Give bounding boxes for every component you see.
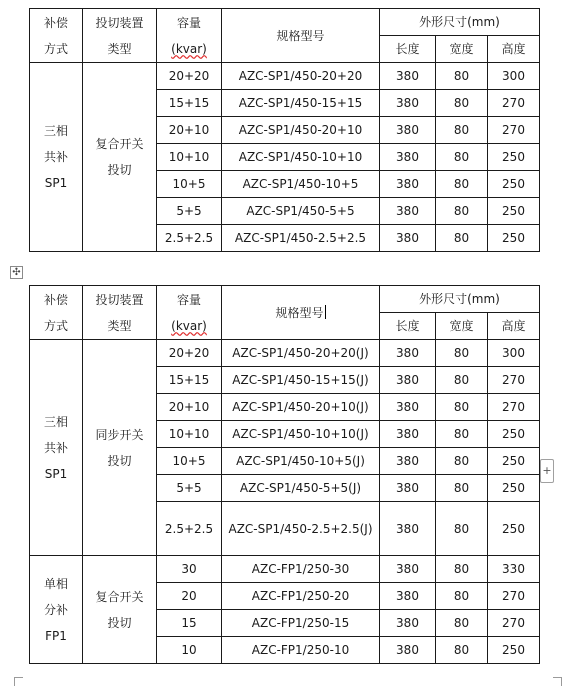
switch-type-line: 投切 bbox=[107, 615, 132, 630]
capacity-cell: 10+5 bbox=[157, 448, 222, 475]
length-cell: 380 bbox=[380, 90, 436, 117]
model-cell: AZC-SP1/450-15+15 bbox=[222, 90, 380, 117]
height-cell: 250 bbox=[488, 502, 540, 556]
model-cell: AZC-SP1/450-2.5+2.5 bbox=[222, 225, 380, 252]
header-model[interactable]: 规格型号 bbox=[222, 286, 380, 340]
height-cell: 250 bbox=[488, 637, 540, 664]
method-line: 共补 bbox=[43, 150, 68, 164]
height-cell: 270 bbox=[488, 610, 540, 637]
method-line: 分补 bbox=[43, 602, 68, 617]
width-cell: 80 bbox=[436, 144, 488, 171]
height-cell: 250 bbox=[488, 448, 540, 475]
length-cell: 380 bbox=[380, 225, 436, 252]
height-cell: 250 bbox=[488, 475, 540, 502]
capacity-cell: 10+5 bbox=[157, 171, 222, 198]
model-cell: AZC-SP1/450-20+10(J) bbox=[222, 394, 380, 421]
capacity-cell: 2.5+2.5 bbox=[157, 502, 222, 556]
table-row bbox=[30, 556, 540, 583]
model-cell: AZC-FP1/250-15 bbox=[222, 610, 380, 637]
height-cell: 250 bbox=[488, 171, 540, 198]
switch-type-line: 复合开关 bbox=[95, 589, 144, 604]
switch-type-line: 同步开关 bbox=[95, 427, 144, 442]
model-cell: AZC-SP1/450-15+15(J) bbox=[222, 367, 380, 394]
method-line: SP1 bbox=[44, 176, 68, 190]
height-cell: 300 bbox=[488, 340, 540, 367]
model-cell: AZC-SP1/450-20+10 bbox=[222, 117, 380, 144]
length-cell: 380 bbox=[380, 448, 436, 475]
header-method: 补偿 方式 bbox=[30, 286, 83, 340]
width-cell: 80 bbox=[436, 610, 488, 637]
capacity-cell: 15+15 bbox=[157, 367, 222, 394]
width-cell: 80 bbox=[436, 448, 488, 475]
width-cell: 80 bbox=[436, 421, 488, 448]
length-cell: 380 bbox=[380, 583, 436, 610]
capacity-cell: 2.5+2.5 bbox=[157, 225, 222, 252]
width-cell: 80 bbox=[436, 171, 488, 198]
height-cell: 270 bbox=[488, 583, 540, 610]
height-cell: 250 bbox=[488, 421, 540, 448]
length-cell: 380 bbox=[380, 637, 436, 664]
height-cell: 270 bbox=[488, 90, 540, 117]
table-row bbox=[30, 63, 540, 90]
length-cell: 380 bbox=[380, 171, 436, 198]
switch-type-cell bbox=[83, 556, 157, 664]
width-cell: 80 bbox=[436, 583, 488, 610]
method-line: FP1 bbox=[45, 628, 67, 643]
header-capacity: 容量 (kvar) bbox=[157, 286, 222, 340]
capacity-cell: 15+15 bbox=[157, 90, 222, 117]
method-cell bbox=[30, 556, 83, 664]
switch-type-line: 复合开关 bbox=[95, 137, 144, 151]
height-cell: 270 bbox=[488, 117, 540, 144]
header-height: 高度 bbox=[488, 313, 540, 340]
length-cell: 380 bbox=[380, 610, 436, 637]
header-length: 长度 bbox=[380, 313, 436, 340]
capacity-cell: 20+20 bbox=[157, 340, 222, 367]
width-cell: 80 bbox=[436, 198, 488, 225]
height-cell: 270 bbox=[488, 394, 540, 421]
capacity-cell: 20+20 bbox=[157, 63, 222, 90]
model-cell: AZC-FP1/250-30 bbox=[222, 556, 380, 583]
length-cell: 380 bbox=[380, 63, 436, 90]
width-cell: 80 bbox=[436, 367, 488, 394]
capacity-cell: 10+10 bbox=[157, 421, 222, 448]
model-cell: AZC-SP1/450-5+5(J) bbox=[222, 475, 380, 502]
capacity-cell: 5+5 bbox=[157, 198, 222, 225]
model-cell: AZC-SP1/450-10+5(J) bbox=[222, 448, 380, 475]
header-height: 高度 bbox=[488, 36, 540, 63]
width-cell: 80 bbox=[436, 556, 488, 583]
method-line: 三相 bbox=[43, 124, 68, 138]
model-cell: AZC-FP1/250-10 bbox=[222, 637, 380, 664]
model-cell: AZC-SP1/450-10+10 bbox=[222, 144, 380, 171]
height-cell: 330 bbox=[488, 556, 540, 583]
method-cell bbox=[30, 340, 83, 556]
model-cell: AZC-SP1/450-10+5 bbox=[222, 171, 380, 198]
model-cell: AZC-SP1/450-20+20 bbox=[222, 63, 380, 90]
height-cell: 250 bbox=[488, 225, 540, 252]
table-row bbox=[30, 340, 540, 367]
length-cell: 380 bbox=[380, 117, 436, 144]
length-cell: 380 bbox=[380, 475, 436, 502]
add-column-plus-icon[interactable]: + bbox=[540, 459, 554, 483]
length-cell: 380 bbox=[380, 502, 436, 556]
model-cell: AZC-SP1/450-5+5 bbox=[222, 198, 380, 225]
width-cell: 80 bbox=[436, 637, 488, 664]
capacity-cell: 20+10 bbox=[157, 117, 222, 144]
switch-type-line: 投切 bbox=[107, 163, 132, 177]
spec-table-1 bbox=[29, 8, 540, 252]
capacity-cell: 15 bbox=[157, 610, 222, 637]
model-cell: AZC-SP1/450-20+20(J) bbox=[222, 340, 380, 367]
width-cell: 80 bbox=[436, 475, 488, 502]
width-cell: 80 bbox=[436, 117, 488, 144]
height-cell: 250 bbox=[488, 198, 540, 225]
header-width: 宽度 bbox=[436, 36, 488, 63]
header-model: 规格型号 bbox=[222, 9, 380, 63]
length-cell: 380 bbox=[380, 421, 436, 448]
header-dimensions: 外形尺寸(mm) bbox=[380, 286, 540, 313]
method-line: 共补 bbox=[43, 440, 68, 455]
width-cell: 80 bbox=[436, 225, 488, 252]
switch-type-line: 投切 bbox=[107, 453, 132, 468]
header-switch-type: 投切装置 类型 bbox=[83, 9, 157, 63]
header-length: 长度 bbox=[380, 36, 436, 63]
text-cursor bbox=[325, 305, 326, 319]
length-cell: 380 bbox=[380, 340, 436, 367]
header-width: 宽度 bbox=[436, 313, 488, 340]
capacity-cell: 30 bbox=[157, 556, 222, 583]
width-cell: 80 bbox=[436, 340, 488, 367]
method-line: SP1 bbox=[44, 466, 68, 481]
header-method: 补偿 方式 bbox=[30, 9, 83, 63]
header-switch-type: 投切装置 类型 bbox=[83, 286, 157, 340]
capacity-cell: 10+10 bbox=[157, 144, 222, 171]
table-move-handle-icon[interactable]: ✣ bbox=[10, 266, 23, 279]
capacity-cell: 5+5 bbox=[157, 475, 222, 502]
length-cell: 380 bbox=[380, 556, 436, 583]
width-cell: 80 bbox=[436, 63, 488, 90]
length-cell: 380 bbox=[380, 394, 436, 421]
width-cell: 80 bbox=[436, 90, 488, 117]
capacity-cell: 20 bbox=[157, 583, 222, 610]
header-capacity: 容量 (kvar) bbox=[157, 9, 222, 63]
switch-type-cell bbox=[83, 340, 157, 556]
method-line: 单相 bbox=[43, 576, 68, 591]
width-cell: 80 bbox=[436, 502, 488, 556]
height-cell: 250 bbox=[488, 144, 540, 171]
length-cell: 380 bbox=[380, 367, 436, 394]
height-cell: 300 bbox=[488, 63, 540, 90]
capacity-cell: 20+10 bbox=[157, 394, 222, 421]
switch-type-cell bbox=[83, 63, 157, 252]
width-cell: 80 bbox=[436, 394, 488, 421]
method-cell bbox=[30, 63, 83, 252]
length-cell: 380 bbox=[380, 144, 436, 171]
method-line: 三相 bbox=[43, 414, 68, 429]
model-cell: AZC-SP1/450-10+10(J) bbox=[222, 421, 380, 448]
capacity-cell: 10 bbox=[157, 637, 222, 664]
spec-table-2 bbox=[29, 285, 540, 664]
model-cell: AZC-FP1/250-20 bbox=[222, 583, 380, 610]
height-cell: 270 bbox=[488, 367, 540, 394]
model-cell: AZC-SP1/450-2.5+2.5(J) bbox=[222, 502, 380, 556]
length-cell: 380 bbox=[380, 198, 436, 225]
header-dimensions: 外形尺寸(mm) bbox=[380, 9, 540, 36]
